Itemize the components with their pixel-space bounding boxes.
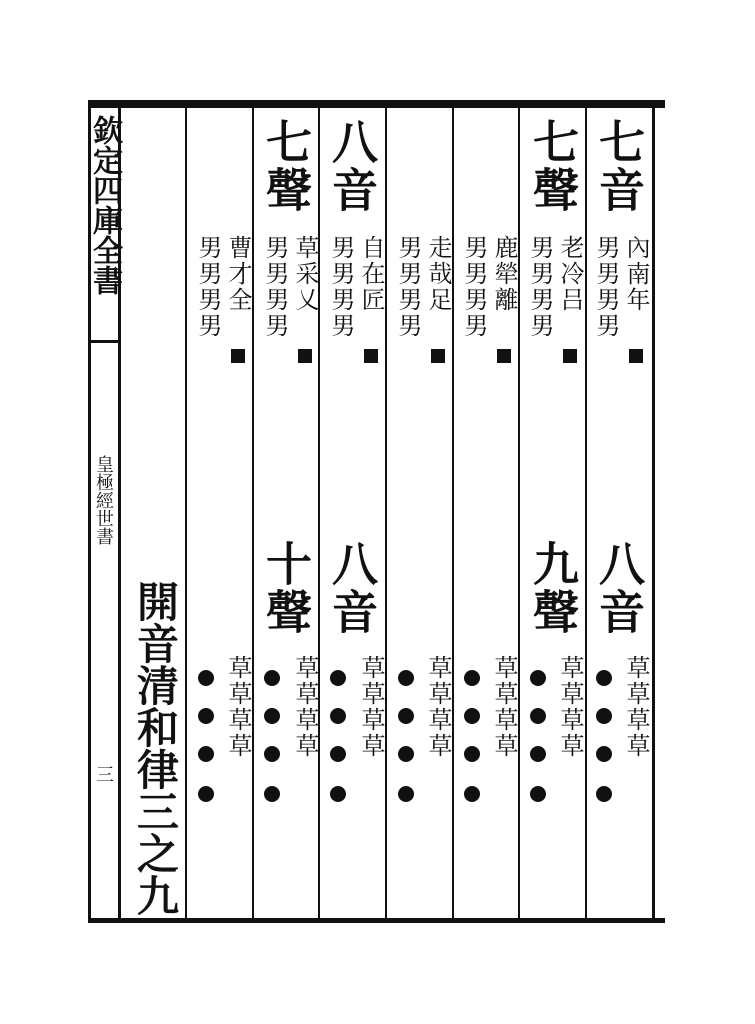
chapter-title: 開音清和律三之九 xyxy=(131,580,180,916)
list-item-chars: 草草草草 xyxy=(291,655,319,759)
column-rule xyxy=(585,105,587,920)
list-item-chars: 男男男男 xyxy=(592,235,620,339)
list-item-chars: 草草草草 xyxy=(556,655,584,759)
list-item-chars: 草草草草 xyxy=(224,655,252,759)
filled-circle-icon xyxy=(530,786,546,802)
list-item-chars: 走哉足 xyxy=(424,235,452,313)
column-header-bottom: 十聲 xyxy=(259,540,313,636)
list-item-chars: 曹才全 xyxy=(224,235,252,313)
column-rule xyxy=(252,105,254,920)
column-rule xyxy=(452,105,454,920)
filled-circle-icon xyxy=(464,746,480,762)
mark-icon xyxy=(298,349,312,363)
list-item-chars: 男男男男 xyxy=(194,235,222,339)
list-item-chars: 男男男男 xyxy=(261,235,289,339)
mark-icon xyxy=(364,349,378,363)
folio-number: 三 xyxy=(93,765,114,783)
column-rule xyxy=(652,105,655,920)
column-header-bottom: 八音 xyxy=(325,540,379,636)
filled-circle-icon xyxy=(464,708,480,724)
section-title: 皇極經世書 xyxy=(93,455,114,545)
mark-icon xyxy=(563,349,577,363)
filled-circle-icon xyxy=(398,670,414,686)
list-item-chars: 草草草草 xyxy=(490,655,518,759)
filled-circle-icon xyxy=(330,746,346,762)
filled-circle-icon xyxy=(398,708,414,724)
list-item-chars: 草草草草 xyxy=(622,655,650,759)
filled-circle-icon xyxy=(198,670,214,686)
list-item-chars: 草采乂 xyxy=(291,235,319,313)
list-item-chars: 草草草草 xyxy=(424,655,452,759)
book-title: 欽定四庫全書 xyxy=(87,115,122,295)
list-item-chars: 男男男男 xyxy=(526,235,554,339)
filled-circle-icon xyxy=(464,670,480,686)
gutter-divider xyxy=(88,340,120,343)
top-border xyxy=(88,100,665,108)
filled-circle-icon xyxy=(398,786,414,802)
column-rule xyxy=(518,105,520,920)
list-item-chars: 男男男男 xyxy=(394,235,422,339)
list-item-chars: 老冷吕 xyxy=(556,235,584,313)
list-item-chars: 自在匠 xyxy=(357,235,385,313)
mark-icon xyxy=(431,349,445,363)
filled-circle-icon xyxy=(198,786,214,802)
bottom-border xyxy=(88,918,665,923)
filled-circle-icon xyxy=(198,708,214,724)
column-header-top: 七音 xyxy=(592,118,646,214)
column-header-bottom: 八音 xyxy=(592,540,646,636)
filled-circle-icon xyxy=(264,746,280,762)
column-header-top: 七聲 xyxy=(259,118,313,214)
filled-circle-icon xyxy=(596,670,612,686)
list-item-chars: 內南年 xyxy=(622,235,650,313)
mark-icon xyxy=(231,349,245,363)
list-item-chars: 男男男男 xyxy=(327,235,355,339)
filled-circle-icon xyxy=(530,708,546,724)
filled-circle-icon xyxy=(530,670,546,686)
filled-circle-icon xyxy=(330,708,346,724)
filled-circle-icon xyxy=(464,786,480,802)
filled-circle-icon xyxy=(264,708,280,724)
column-header-top: 七聲 xyxy=(526,118,580,214)
filled-circle-icon xyxy=(330,670,346,686)
filled-circle-icon xyxy=(596,708,612,724)
column-header-top: 八音 xyxy=(325,118,379,214)
filled-circle-icon xyxy=(398,746,414,762)
filled-circle-icon xyxy=(198,746,214,762)
filled-circle-icon xyxy=(264,670,280,686)
column-rule xyxy=(385,105,387,920)
list-item-chars: 草草草草 xyxy=(357,655,385,759)
list-item-chars: 男男男男 xyxy=(460,235,488,339)
filled-circle-icon xyxy=(530,746,546,762)
column-rule xyxy=(318,105,320,920)
column-header-bottom: 九聲 xyxy=(526,540,580,636)
filled-circle-icon xyxy=(596,746,612,762)
list-item-chars: 鹿犖離 xyxy=(490,235,518,313)
filled-circle-icon xyxy=(596,786,612,802)
column-rule xyxy=(185,105,187,920)
mark-icon xyxy=(629,349,643,363)
filled-circle-icon xyxy=(264,786,280,802)
mark-icon xyxy=(497,349,511,363)
filled-circle-icon xyxy=(330,786,346,802)
